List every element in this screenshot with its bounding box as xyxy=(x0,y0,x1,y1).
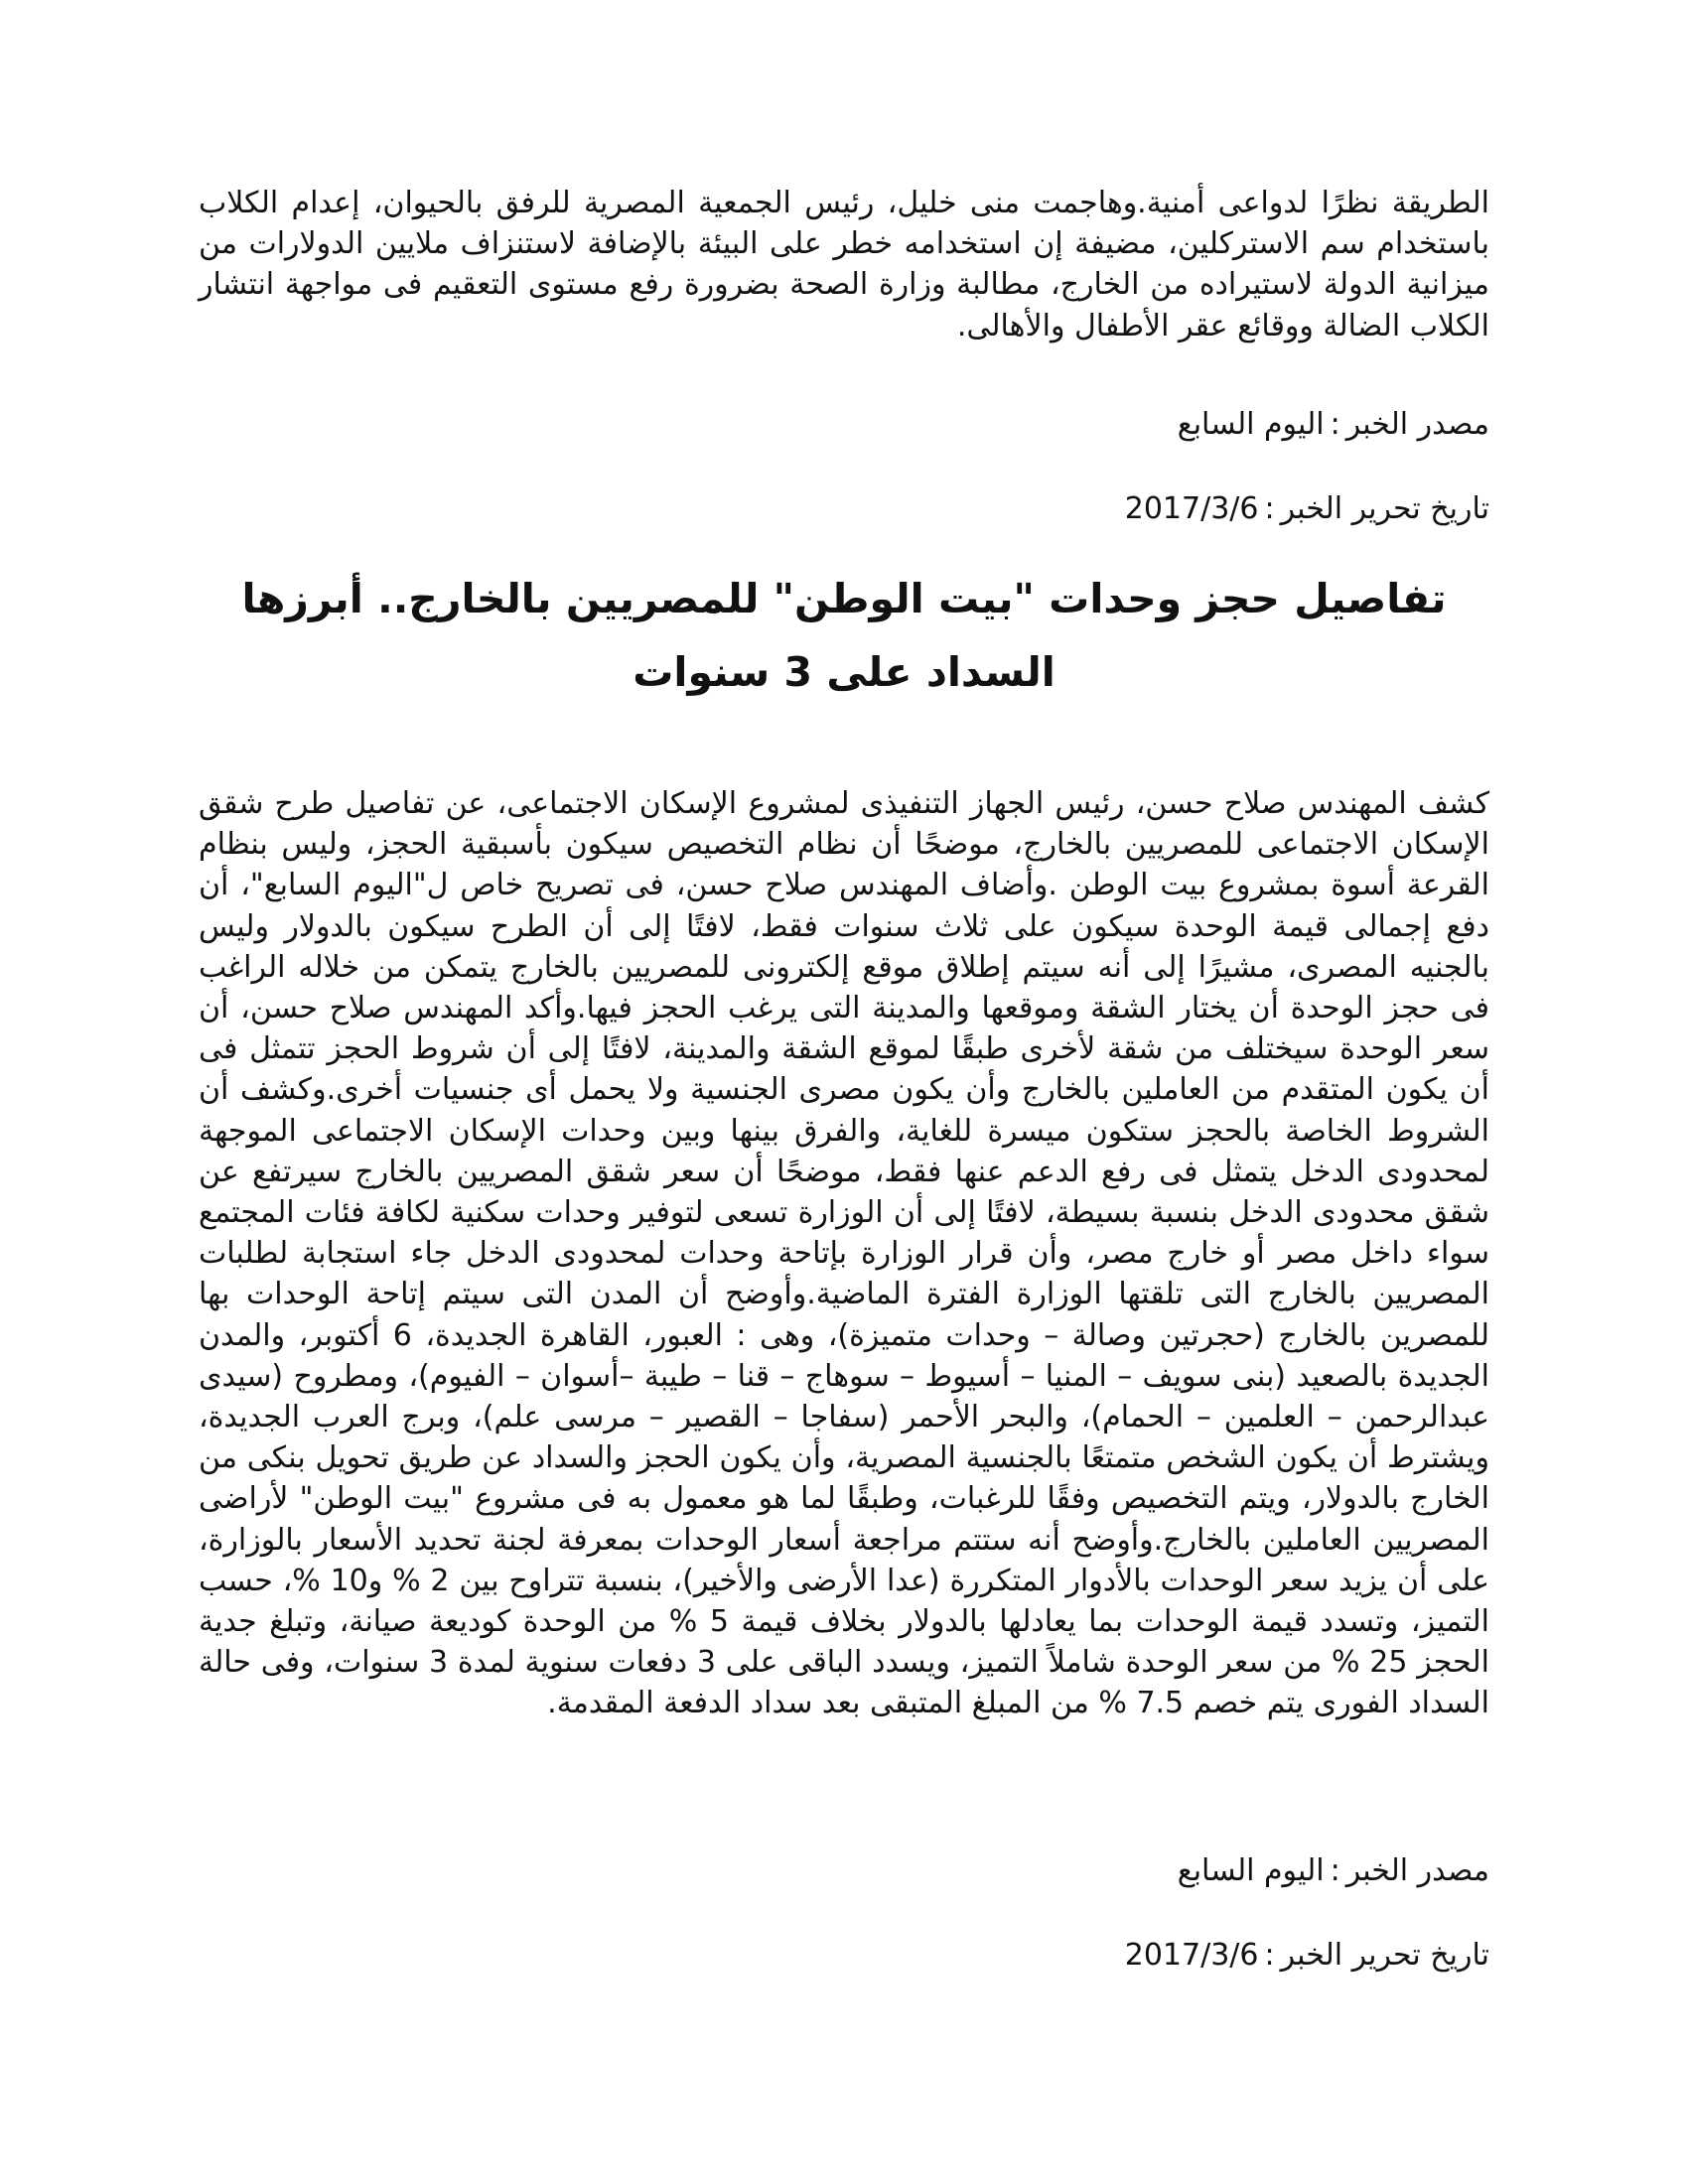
source-value: اليوم السابع xyxy=(1177,407,1325,442)
article-1-source-line: مصدر الخبر:اليوم السابع xyxy=(1177,407,1489,442)
article-2-source-line: مصدر الخبر:اليوم السابع xyxy=(1177,1853,1489,1888)
article-1-tail-paragraph: الطريقة نظرًا لدواعى أمنية.وهاجمت منى خليل، رئيس الجمعية المصرية للرفق بالحيوان، إعدام الكلاب باستخدام سم الاستركلين، مضيفة إن استخدامه خطر على البيئة بالإضافة لاستنزاف ملايين الدولارات من ميزانية الدولة لاستيراده من الخارج، مطالبة وزارة الصحة بضرورة رفع مستوى التعقيم فى مواجهة انتشار الكلاب الضالة ووقائع عقر الأطفال والأهالى. xyxy=(199,186,1489,343)
source-value: اليوم السابع xyxy=(1177,1853,1325,1888)
article-2-body-paragraph: كشف المهندس صلاح حسن، رئيس الجهاز التنفيذى لمشروع الإسكان الاجتماعى، عن تفاصيل طرح شقق الإسكان الاجتماعى للمصريين بالخارج، موضحًا أن نظام التخصيص سيكون بأسبقية الحجز، وليس بنظام القرعة أسوة بمشروع بيت الوطن .وأضاف المهندس صلاح حسن، فى تصريح خاص ل"اليوم السابع"، أن دفع إجمالى قيمة الوحدة سيكون على ثلاث سنوات فقط، لافتًا إلى أن الطرح سيكون بالدولار وليس بالجنيه المصرى، مشيرًا إلى أنه سيتم إطلاق موقع إلكترونى للمصريين بالخارج يتمكن من خلاله الراغب فى حجز الوحدة أن يختار الشقة وموقعها والمدينة التى يرغب الحجز فيها.وأكد المهندس صلاح حسن، أن سعر الوحدة سيختلف من شقة لأخرى طبقًا لموقع الشقة والمدينة، لافتًا إلى أن شروط الحجز تتمثل فى أن يكون المتقدم من العاملين بالخارج وأن يكون مصرى الجنسية ولا يحمل أى جنسيات أخرى.وكشف أن الشروط الخاصة بالحجز ستكون ميسرة للغاية، والفرق بينها وبين وحدات الإسكان الاجتماعى الموجهة لمحدودى الدخل يتمثل فى رفع الدعم عنها فقط، موضحًا أن سعر شقق المصريين بالخارج سيرتفع عن شقق محدودى الدخل بنسبة بسيطة، لافتًا إلى أن الوزارة تسعى لتوفير وحدات سكنية لكافة فئات المجتمع سواء داخل مصر أو خارج مصر، وأن قرار الوزارة بإتاحة وحدات لمحدودى الدخل جاء استجابة لطلبات المصريين بالخارج التى تلقتها الوزارة الفترة الماضية.وأوضح أن المدن التى سيتم إتاحة الوحدات بها للمصرين بالخارج (حجرتين وصالة – وحدات متميزة)، وهى : العبور، القاهرة الجديدة، 6 أكتوبر، والمدن الجديدة بالصعيد (بنى سويف – المنيا – أسيوط – سوهاج – قنا – طيبة –أسوان – الفيوم)، ومطروح (سيدى عبدالرحمن – العلمين – الحمام)، والبحر الأحمر (سفاجا – القصير – مرسى علم)، وبرج العرب الجديدة، ويشترط أن يكون الشخص متمتعًا بالجنسية المصرية، وأن يكون الحجز والسداد عن طريق تحويل بنكى من الخارج بالدولار، ويتم التخصيص وفقًا للرغبات، وطبقًا لما هو معمول به فى مشروع "بيت الوطن" لأراضى المصريين العاملين بالخارج.وأوضح أنه ستتم مراجعة أسعار الوحدات بمعرفة لجنة تحديد الأسعار بالوزارة، على أن يزيد سعر الوحدات بالأدوار المتكررة (عدا الأرضى والأخير)، بنسبة تتراوح بين 2 % و10 %، حسب التميز، وتسدد قيمة الوحدات بما يعادلها بالدولار بخلاف قيمة 5 % من الوحدة كوديعة صيانة، وتبلغ جدية الحجز 25 % من سعر الوحدة شاملاً التميز، ويسدد الباقى على 3 دفعات سنوية لمدة 3 سنوات، وفى حالة السداد الفورى يتم خصم 7.5 % من المبلغ المتبقى بعد سداد الدفعة المقدمة. xyxy=(199,786,1490,1721)
date-label: تاريخ تحرير الخبر xyxy=(1280,1938,1489,1973)
source-label: مصدر الخبر xyxy=(1345,407,1489,442)
document-page xyxy=(199,0,1489,2184)
article-1-date-line: تاريخ تحرير الخبر:2017/3/6 xyxy=(1124,491,1489,526)
article-2-date-line: تاريخ تحرير الخبر:2017/3/6 xyxy=(1124,1938,1489,1973)
article-2-headline: تفاصيل حجز وحدات "بيت الوطن" للمصريين بالخارج.. أبرزها السداد على 3 سنوات xyxy=(241,575,1447,696)
date-label: تاريخ تحرير الخبر xyxy=(1280,491,1489,526)
source-label: مصدر الخبر xyxy=(1345,1853,1489,1888)
date-value: 2017/3/6 xyxy=(1124,1938,1259,1973)
date-value: 2017/3/6 xyxy=(1124,491,1259,526)
